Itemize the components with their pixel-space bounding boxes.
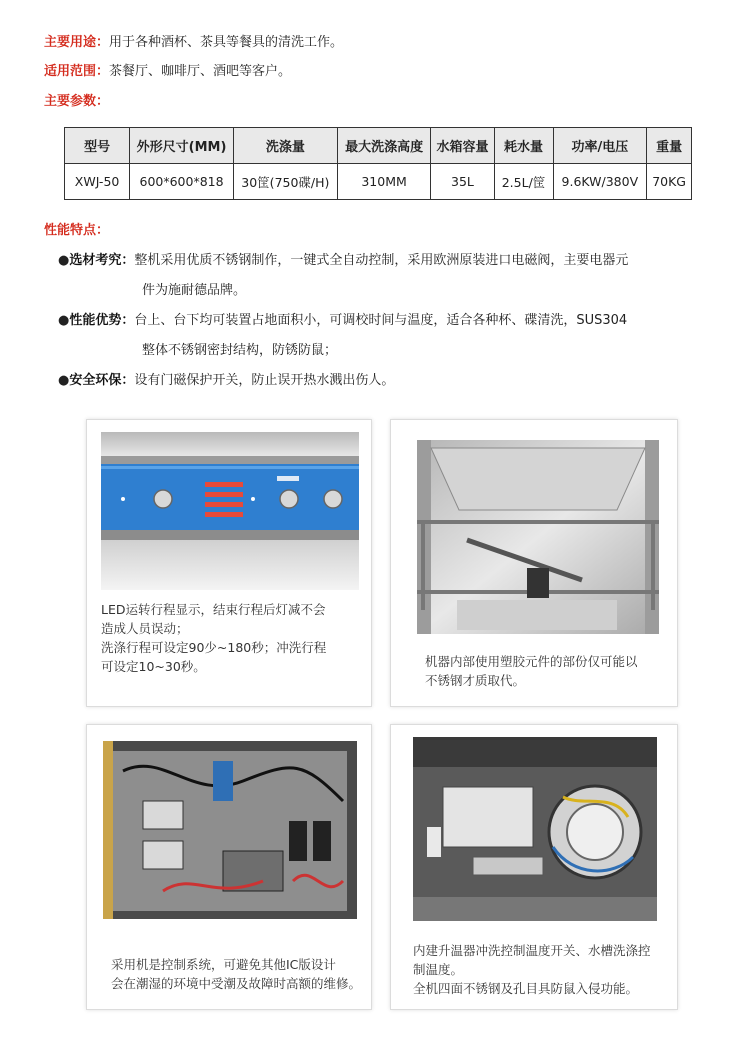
spec-header: 洗涤量 (233, 128, 337, 164)
caption-line: 全机四面不锈钢及孔目具防鼠入侵功能。 (413, 981, 639, 996)
feature-text: 整机采用优质不锈钢制作，一键式全自动控制，采用欧洲原装进口电磁阀，主要电器元 (134, 253, 629, 268)
caption-line: LED运转行程显示，结束行程后灯减不会 (101, 602, 326, 617)
use-line (44, 34, 343, 52)
spec-cell: 600*600*818 (130, 164, 234, 200)
spec-header: 重量 (647, 128, 692, 164)
card-heater (390, 724, 678, 1010)
caption-line: 制温度。 (413, 962, 464, 977)
bullet-icon: ● (58, 253, 70, 268)
spec-data-row (65, 164, 692, 200)
feature-text-cont: 整体不锈钢密封结构，防锈防鼠； (142, 343, 338, 358)
spec-header-row (65, 128, 692, 164)
spec-cell: 30筐(750碟/H) (233, 164, 337, 200)
card-caption (413, 941, 651, 998)
caption-line: 采用机是控制系统，可避免其他IC版设计 (111, 957, 336, 972)
control-panel-photo (101, 432, 359, 590)
caption-line: 机器内部使用塑胶元件的部份仅可能以 (425, 654, 638, 669)
card-control-system (86, 724, 372, 1010)
card-caption (425, 652, 638, 690)
feature-text: 台上、台下均可装置占地面积小，可调校时间与温度，适合各种杯、碟清洗，SUS304 (134, 313, 628, 328)
spec-cell: XWJ-50 (65, 164, 130, 200)
bullet-icon: ● (58, 313, 70, 328)
feature-item (58, 367, 394, 394)
scope-line (44, 63, 291, 81)
spec-table (64, 127, 692, 200)
feature-text: 设有门磁保护开关，防止误开热水溅出伤人。 (134, 373, 395, 388)
caption-line: 不锈钢才质取代。 (425, 673, 526, 688)
spec-header: 水箱容量 (431, 128, 494, 164)
card-interior (390, 419, 678, 707)
card-caption (101, 600, 326, 676)
spec-header: 功率/电压 (553, 128, 647, 164)
feature-item (58, 247, 628, 274)
scope-value: 茶餐厅、咖啡厅、酒吧等客户。 (109, 64, 292, 79)
spec-cell: 35L (431, 164, 494, 200)
spec-header: 外形尺寸(MM) (130, 128, 234, 164)
caption-line: 内建升温器冲洗控制温度开关、水槽洗涤控 (413, 943, 651, 958)
feature-label: 选材考究： (69, 253, 135, 268)
interior-photo (417, 440, 659, 634)
spec-header: 型号 (65, 128, 130, 164)
feature-label: 性能优势： (69, 313, 135, 328)
params-line (44, 93, 109, 111)
use-label: 主要用途： (44, 35, 110, 50)
card-caption (111, 955, 361, 993)
spec-header: 耗水量 (494, 128, 553, 164)
features-title: 性能特点： (44, 223, 110, 238)
feature-text-cont: 件为施耐德品牌。 (142, 283, 247, 298)
params-label: 主要参数： (44, 94, 110, 109)
features-title-line (44, 222, 109, 240)
caption-line: 造成人员误动； (101, 621, 189, 636)
feature-label: 安全环保： (69, 373, 135, 388)
spec-cell: 9.6KW/380V (553, 164, 647, 200)
caption-line: 会在潮湿的环境中受潮及故障时高额的维修。 (111, 976, 362, 991)
caption-line: 洗涤行程可设定90少~180秒；冲洗行程 (101, 640, 327, 655)
spec-header: 最大洗涤高度 (337, 128, 431, 164)
scope-label: 适用范围： (44, 64, 110, 79)
spec-cell: 310MM (337, 164, 431, 200)
bullet-icon: ● (58, 373, 70, 388)
feature-item (58, 307, 627, 334)
use-value: 用于各种酒杯、茶具等餐具的清洗工作。 (109, 35, 344, 50)
spec-cell: 70KG (647, 164, 692, 200)
control-system-photo (103, 741, 357, 919)
card-control-panel (86, 419, 372, 707)
spec-cell: 2.5L/筐 (494, 164, 553, 200)
caption-line: 可设定10~30秒。 (101, 659, 206, 674)
heater-photo (413, 737, 657, 921)
